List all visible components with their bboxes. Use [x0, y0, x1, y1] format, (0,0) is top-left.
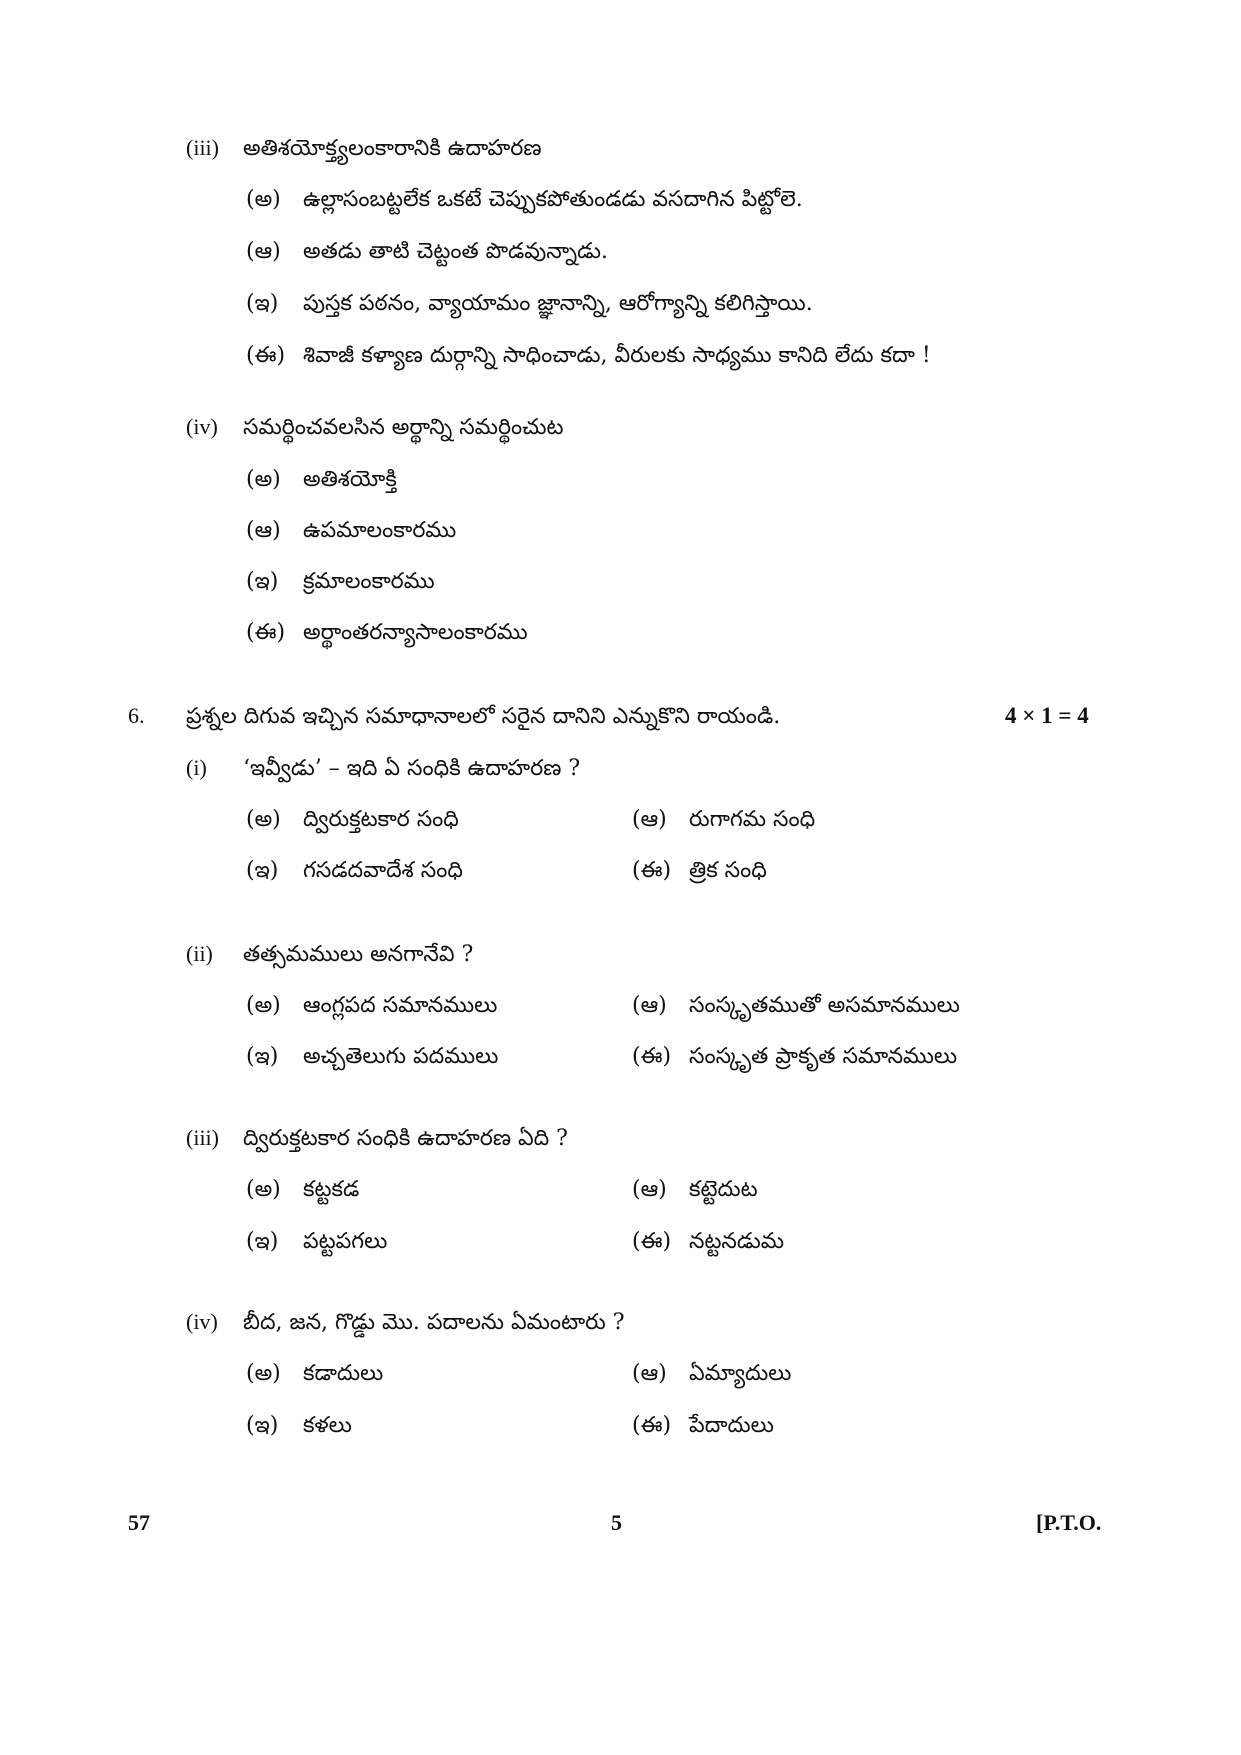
- option-text: పేదాదులు: [689, 1413, 774, 1438]
- option-text: అర్థాంతరన్యాసాలంకారము: [303, 620, 528, 645]
- q5-iv-option-ii: [246, 618, 528, 648]
- option-text: రుగాగమ సంధి: [689, 807, 816, 832]
- q5-iii-option-a: [246, 185, 803, 215]
- option-text: అచ్చతెలుగు పదములు: [303, 1044, 499, 1069]
- option-label: (ఈ): [632, 1044, 672, 1069]
- option-text: అతడు తాటి చెట్టంత పొడవున్నాడు.: [303, 239, 609, 264]
- option-label: (ఇ): [246, 1044, 279, 1069]
- q6-ii-option-i: [246, 1042, 498, 1072]
- q6-i-option-i: [246, 856, 463, 886]
- option-label: (ఇ): [246, 858, 279, 883]
- q6-i-option-ii: [632, 856, 767, 886]
- option-label: (ఈ): [246, 620, 286, 645]
- option-label: (ఈ): [632, 858, 672, 883]
- q6-iv-option-ii: [632, 1411, 774, 1441]
- option-text: పట్టపగలు: [303, 1229, 388, 1254]
- q6-part-ii-stem: [186, 939, 473, 970]
- part-number: (iv): [186, 1309, 218, 1334]
- q6-i-option-aa: [632, 805, 815, 835]
- q6-ii-option-aa: [632, 991, 960, 1021]
- please-turn-over: [P.T.O.: [1036, 1510, 1102, 1535]
- option-label: (ఇ): [246, 1229, 279, 1254]
- option-text: అతిశయోక్తి: [303, 467, 397, 492]
- option-text: కడాదులు: [303, 1361, 384, 1386]
- q5-part-iv-stem: [186, 412, 563, 443]
- option-text: పుస్తక పఠనం, వ్యాయామం జ్ఞానాన్ని, ఆరోగ్యాన్ని కలిగిస్తాయి.: [303, 291, 813, 316]
- option-label: (ఇ): [246, 569, 279, 594]
- option-label: (ఆ): [632, 993, 667, 1018]
- q6-part-iv-stem: [186, 1307, 625, 1338]
- q6-iii-option-i: [246, 1227, 387, 1257]
- option-text: ఆంగ్లపద సమానములు: [303, 993, 498, 1018]
- q6-iv-option-i: [246, 1411, 352, 1441]
- option-label: (ఇ): [246, 1413, 279, 1438]
- q6-ii-option-ii: [632, 1042, 957, 1072]
- option-text: శివాజీ కళ్యాణ దుర్గాన్ని సాధించాడు, వీరులకు సాధ్యము కానిది లేదు కదా !: [303, 343, 931, 368]
- option-text: ఉపమాలంకారము: [303, 518, 457, 543]
- question-text: తత్సమములు అనగానేవి ?: [243, 942, 474, 967]
- option-text: ఉల్లాసంబట్టలేక ఒకటే చెప్పుకపోతుండడు వసదాగిన పిట్టోలె.: [303, 187, 803, 212]
- q6-iii-option-a: [246, 1175, 359, 1205]
- option-label: (ఇ): [246, 291, 279, 316]
- option-label: (అ): [246, 1361, 281, 1386]
- option-text: ఏమ్యాదులు: [689, 1361, 792, 1386]
- option-text: కళలు: [303, 1413, 352, 1438]
- q6-iii-option-aa: [632, 1175, 758, 1205]
- option-label: (అ): [246, 187, 281, 212]
- option-label: (ఆ): [632, 1177, 667, 1202]
- option-label: (ఈ): [246, 343, 286, 368]
- option-text: ద్విరుక్తటకార సంధి: [303, 807, 459, 832]
- q5-iii-option-aa: [246, 237, 608, 267]
- part-number: (ii): [186, 941, 213, 966]
- question-number: 6.: [128, 703, 145, 728]
- q5-part-iii-stem: [186, 133, 542, 164]
- part-number: (iv): [186, 414, 218, 439]
- option-label: (అ): [246, 993, 281, 1018]
- page-number: 5: [611, 1510, 622, 1535]
- q6-part-iii-stem: [186, 1123, 568, 1154]
- q5-iv-option-i: [246, 567, 435, 597]
- q5-iv-option-aa: [246, 516, 456, 546]
- option-label: (అ): [246, 807, 281, 832]
- question-text: బీద, జన, గొడ్డు మొ. పదాలను ఏమంటారు ?: [243, 1310, 625, 1335]
- part-number: (iii): [186, 1125, 219, 1150]
- option-label: (అ): [246, 1177, 281, 1202]
- option-text: క్రమాలంకారము: [303, 569, 435, 594]
- q5-iii-option-i: [246, 289, 813, 319]
- option-text: కట్టకడ: [303, 1177, 360, 1202]
- option-text: గసడదవాదేశ సంధి: [303, 858, 463, 883]
- option-label: (ఆ): [246, 518, 281, 543]
- q6-ii-option-a: [246, 991, 497, 1021]
- option-text: సంస్కృతముతో అసమానములు: [689, 993, 960, 1018]
- option-label: (అ): [246, 467, 281, 492]
- part-number: (i): [186, 755, 207, 780]
- paper-code: 57: [128, 1510, 150, 1535]
- part-number: (iii): [186, 135, 219, 160]
- question-text: సమర్థించవలసిన అర్థాన్ని సమర్థించుట: [243, 415, 564, 440]
- q6-i-option-a: [246, 805, 459, 835]
- option-text: కట్టెదుట: [689, 1177, 758, 1202]
- option-label: (ఈ): [632, 1413, 672, 1438]
- marks-allocation: 4 × 1 = 4: [1005, 703, 1089, 728]
- question-text: ‘ఇవ్వీడు’ – ఇది ఏ సంధికి ఉదాహరణ ?: [243, 756, 581, 781]
- question-text: ద్విరుక్తటకార సంధికి ఉదాహరణ ఏది ?: [243, 1126, 568, 1151]
- option-label: (ఆ): [246, 239, 281, 264]
- q6-iv-option-a: [246, 1359, 383, 1389]
- q5-iv-option-a: [246, 465, 397, 495]
- q6-part-i-stem: [186, 753, 580, 784]
- option-text: త్రిక సంధి: [689, 858, 767, 883]
- option-label: (ఆ): [632, 1361, 667, 1386]
- option-label: (ఈ): [632, 1229, 672, 1254]
- q5-iii-option-ii: [246, 341, 931, 371]
- question-text: అతిశయోక్త్యలంకారానికి ఉదాహరణ: [243, 136, 542, 161]
- question-text: ప్రశ్నల దిగువ ఇచ్చిన సమాధానాలలో సరైన దానిని ఎన్నుకొని రాయండి.: [186, 704, 781, 729]
- option-text: సంస్కృత ప్రాకృత సమానములు: [689, 1044, 958, 1069]
- q6-iv-option-aa: [632, 1359, 791, 1389]
- option-label: (ఆ): [632, 807, 667, 832]
- q6-iii-option-ii: [632, 1227, 784, 1257]
- q6-stem: [128, 701, 780, 732]
- option-text: నట్టనడుమ: [689, 1229, 785, 1254]
